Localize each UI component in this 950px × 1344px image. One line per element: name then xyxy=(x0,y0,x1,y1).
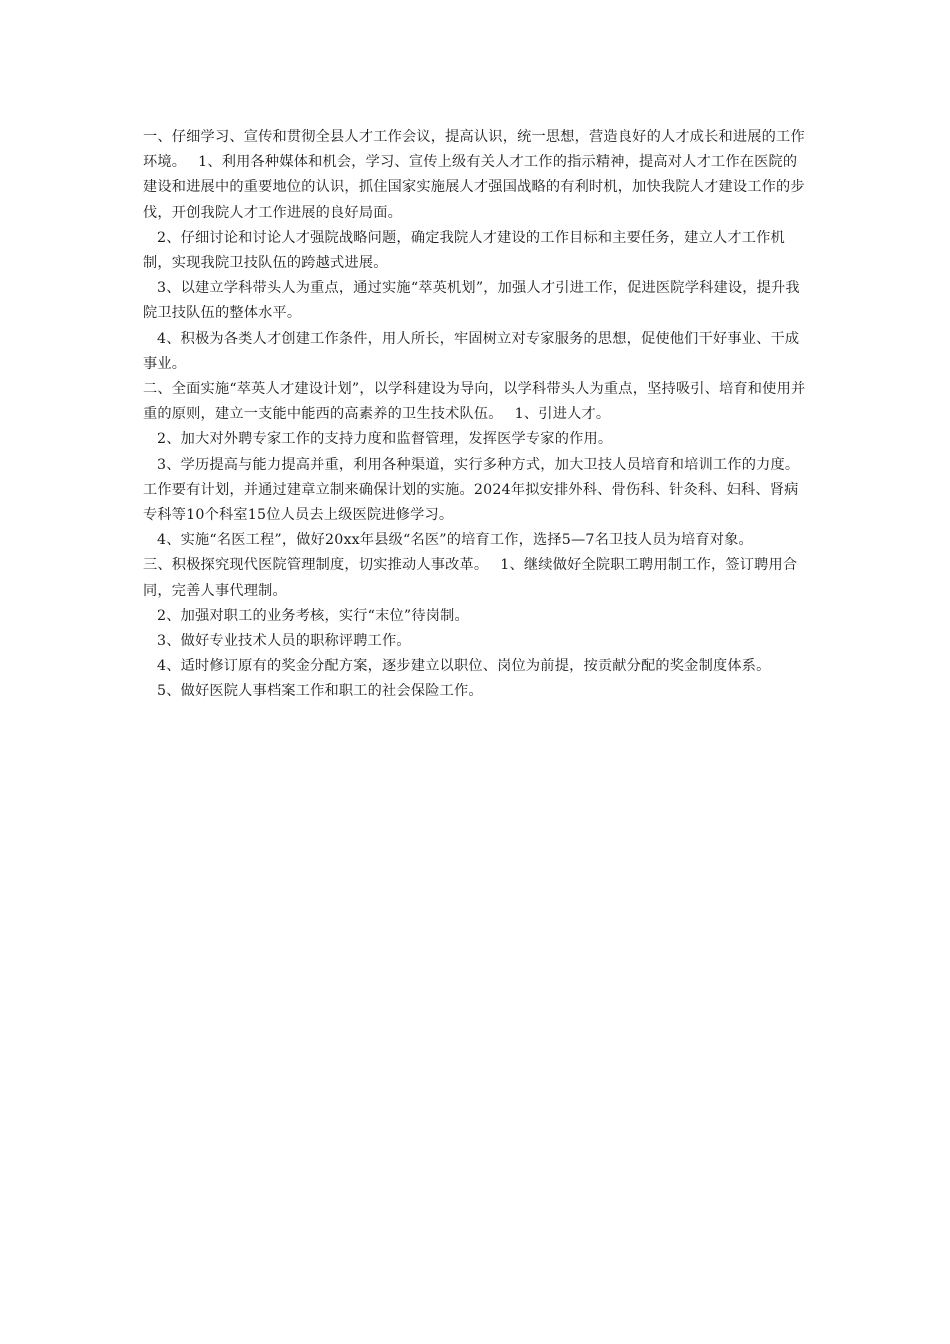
section-3-item-4: 4、适时修订原有的奖金分配方案，逐步建立以职位、岗位为前提，按贡献分配的奖金制度体系。 xyxy=(157,658,771,675)
section-1-heading-paragraph: 一、仔细学习、宣传和贯彻全县人才工作会议，提高认识，统一思想，营造良好的人才成长和进展的工作环境。 1、利用各种媒体和机会，学习、宣传上级有关人才工作的指示精神，提高对人才工作在医院的建设和进展中的重要地位的认识，抓住国家实施展人才强国战略的有利时机，加快我院人才建设工作的步伐，开创我院人才工作进展的良好局面。 xyxy=(143,129,805,221)
document-body xyxy=(143,125,811,705)
section-3-heading-paragraph: 三、积极探究现代医院管理制度，切实推动人事改革。 1、继续做好全院职工聘用制工作，签订聘用合同，完善人事代理制。 xyxy=(143,557,798,599)
section-2-heading-paragraph: 二、全面实施“萃英人才建设计划”，以学科建设为导向，以学科带头人为重点，坚持吸引、培育和使用并重的原则，建立一支能中能西的高素养的卫生技术队伍。 1、引进人才。 xyxy=(143,381,806,423)
section-2-item-2: 2、加大对外聘专家工作的支持力度和监督管理，发挥医学专家的作用。 xyxy=(157,431,613,448)
section-1-item-2: 2、仔细讨论和讨论人才强院战略问题，确定我院人才建设的工作目标和主要任务，建立人才工作机制，实现我院卫技队伍的跨越式进展。 xyxy=(143,229,785,272)
section-2-item-3: 3、学历提高与能力提高并重，利用各种渠道，实行多种方式，加大卫技人员培育和培训工作的力度。工作要有计划，并通过建章立制来确保计划的实施。2024年拟安排外科、骨伤科、针灸科、妇科、肾病专科等10个科室15位人员去上级医院进修学习。 xyxy=(143,456,800,524)
section-1-item-4: 4、积极为各类人才创建工作条件，用人所长，牢固树立对专家服务的思想，促使他们干好事业、干成事业。 xyxy=(143,330,800,372)
section-3-item-2: 2、加强对职工的业务考核，实行“末位”待岗制。 xyxy=(157,607,469,624)
section-3-item-3: 3、做好专业技术人员的职称评聘工作。 xyxy=(157,633,411,650)
section-2-item-4: 4、实施“名医工程”，做好20xx年县级“名医”的培育工作，选择5—7名卫技人员为培育对象。 xyxy=(157,532,753,549)
section-3-item-5: 5、做好医院人事档案工作和职工的社会保险工作。 xyxy=(157,683,483,700)
section-1-item-3: 3、以建立学科带头人为重点，通过实施“萃英机划”，加强人才引进工作，促进医院学科建设，提升我院卫技队伍的整体水平。 xyxy=(143,280,800,322)
